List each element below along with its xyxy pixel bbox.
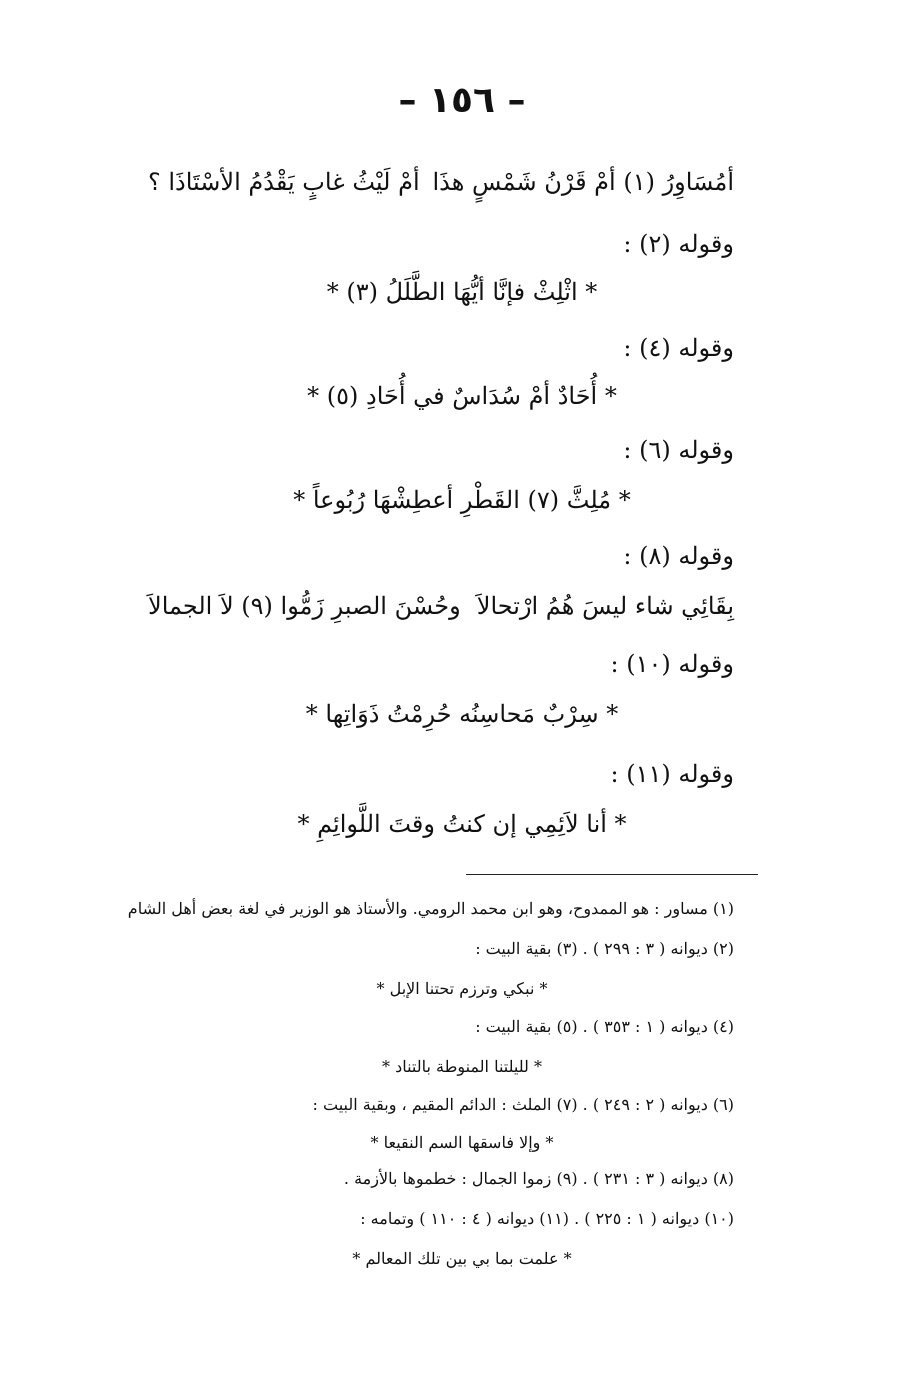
verse-intro: وقوله (٦) : (623, 436, 734, 464)
footnote-line: (١) مساور : هو الممدوح، وهو ابن محمد الرومي. والأستاذ هو الوزير في لغة بعض أهل الشام (127, 899, 734, 918)
footnote-verse: * علمت بما بي بين تلك المعالم * (352, 1249, 572, 1268)
verse-hemistich: * أُحَادٌ أمْ سُدَاسٌ في أُحَادِ (٥) * (307, 382, 617, 410)
verse-intro: وقوله (٢) : (623, 230, 734, 258)
verse-intro: وقوله (٨) : (623, 542, 734, 570)
verse-hemistich-left: وحُسْنَ الصبرِ زَمُّوا (٩) لاَ الجمالاَ (148, 592, 461, 620)
verse-hemistich-right: بِقَائِي شاء ليسَ هُمُ ارْتحالاَ (476, 592, 734, 620)
footnote-verse: * نبكي وترزم تحتنا الإبل * (376, 979, 548, 998)
verse-hemistich: * مُلِثَّ (٧) القَطْرِ أعطِشْهَا رُبُوعاً * (293, 486, 631, 514)
footnote-divider (466, 874, 758, 875)
footnote-line: (٦) ديوانه ( ٢ : ٢٤٩ ) . (٧) الملث : الدائم المقيم ، وبقية البيت : (312, 1095, 734, 1114)
verse-hemistich-left: أمْ لَيْثُ غابٍ يَقْدُمُ الأسْتَاذَا ؟ (148, 168, 420, 196)
footnote-verse: * وإلا فاسقها السم النقيعا * (370, 1133, 554, 1152)
verse-hemistich: * اثْلِثْ فإنَّا أيُّهَا الطَّلَلُ (٣) * (326, 278, 598, 306)
footnote-line: (٤) ديوانه ( ١ : ٣٥٣ ) . (٥) بقية البيت : (475, 1017, 734, 1036)
verse-hemistich: * أنا لاَئِمِي إن كنتُ وقتَ اللَّوائِمِ * (297, 810, 627, 838)
verse-intro: وقوله (٤) : (623, 334, 734, 362)
verse-intro: وقوله (١٠) : (610, 650, 734, 678)
footnote-line: (٢) ديوانه ( ٣ : ٢٩٩ ) . (٣) بقية البيت : (475, 939, 734, 958)
footnote-line: (٨) ديوانه ( ٣ : ٢٣١ ) . (٩) زموا الجمال : خطموها بالأزمة . (343, 1169, 734, 1188)
footnote-verse: * لليلتنا المنوطة بالتناد * (381, 1057, 542, 1076)
footnote-line: (١٠) ديوانه ( ١ : ٢٢٥ ) . (١١) ديوانه ( ٤ : ١١٠ ) وتمامه : (360, 1209, 734, 1228)
verse-hemistich: * سِرْبٌ مَحاسِنُه حُرِمْتُ ذَوَاتِها * (305, 700, 619, 728)
page-number: – ١٥٦ – (398, 80, 526, 121)
verse-intro: وقوله (١١) : (610, 760, 734, 788)
verse-hemistich-right: أمُسَاوِرُ (١) أمْ قَرْنُ شَمْسٍ هذَا (432, 168, 734, 196)
